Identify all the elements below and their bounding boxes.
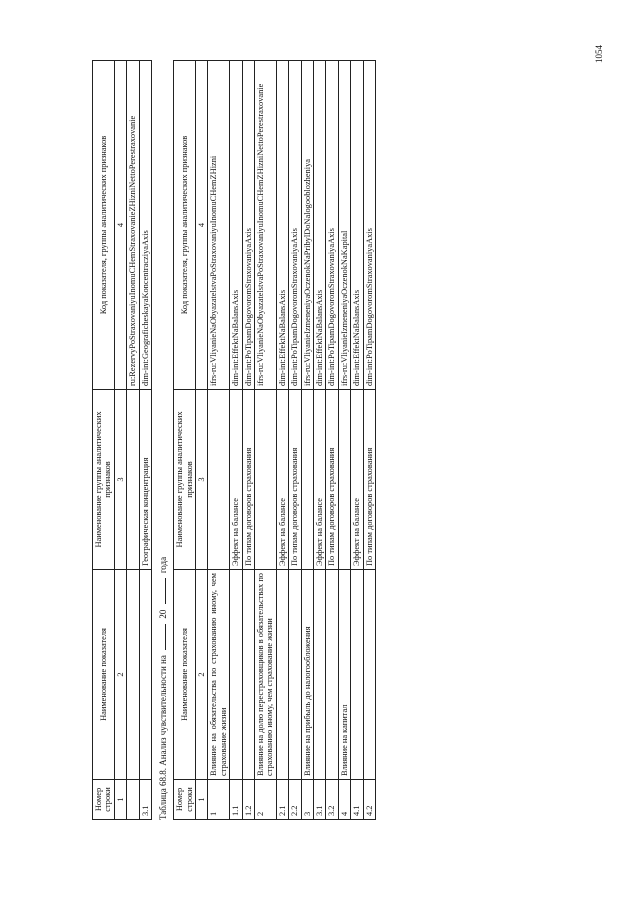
column-number-row	[114, 61, 126, 820]
column-number-row	[195, 61, 207, 820]
indicator-name	[351, 570, 363, 780]
indicator-name	[326, 570, 338, 780]
caption-prefix: Таблица 68.8. Анализ чувствительности на	[158, 655, 169, 820]
caption-blank-day	[165, 624, 166, 650]
table-header-row	[93, 61, 115, 820]
table-row	[208, 61, 230, 820]
group-name: По типам договоров страхования	[326, 390, 338, 570]
row-number: 4.1	[351, 780, 363, 820]
indicator-name	[276, 570, 288, 780]
caption-year: 20	[158, 609, 169, 619]
header-indicator-code: Код показателя, группы аналитических признаков	[174, 61, 196, 390]
row-number: 4	[338, 780, 350, 820]
table-row	[242, 61, 254, 820]
group-name: Географическая концентрация	[139, 390, 151, 570]
column-number: 3	[195, 390, 207, 570]
indicator-code: dim-int:EffektNaBalansAxis	[351, 61, 363, 390]
table-row	[127, 61, 139, 820]
indicator-name	[289, 570, 301, 780]
row-number: 1.2	[242, 780, 254, 820]
group-name: Эффект на балансе	[351, 390, 363, 570]
group-name	[254, 390, 276, 570]
indicator-code: ru:RezervyPoStraxovaniyuInomuCHemStraxovanieZHizniNettoPerestraxovanie	[127, 61, 139, 390]
table-row	[289, 61, 301, 820]
header-group-name: Наименование группы аналитических признаков	[93, 390, 115, 570]
table-row	[338, 61, 350, 820]
row-number: 3.1	[313, 780, 325, 820]
row-number: 3.1	[139, 780, 151, 820]
header-group-name: Наименование группы аналитических признаков	[174, 390, 196, 570]
page-number: 1054	[594, 45, 604, 63]
table-row	[351, 61, 363, 820]
table-row	[326, 61, 338, 820]
indicator-code: dim-int:EffektNaBalansAxis	[313, 61, 325, 390]
row-number: 4.2	[363, 780, 375, 820]
rotated-page-content	[92, 60, 500, 820]
group-name	[208, 390, 230, 570]
table-row	[139, 61, 151, 820]
indicator-name	[242, 570, 254, 780]
indicator-name: Влияние на капитал	[338, 570, 350, 780]
indicator-name: Влияние на прибыль до налогообложения	[301, 570, 313, 780]
table-row	[313, 61, 325, 820]
group-name: Эффект на балансе	[276, 390, 288, 570]
table-row	[301, 61, 313, 820]
column-number: 4	[195, 61, 207, 390]
indicator-code: dim-int:PoTipamDogovoromStraxovaniyaAxis	[242, 61, 254, 390]
row-number: 2.2	[289, 780, 301, 820]
indicator-code: dim-int:GeograficheskayaKoncentracziyaAxis	[139, 61, 151, 390]
group-name: Эффект на балансе	[230, 390, 242, 570]
column-number: 3	[114, 390, 126, 570]
indicator-name	[139, 570, 151, 780]
indicator-code: ifrs-ru:VliyanieNaObyazatelstvaPoStraxovaniyuInomuCHemZHizniNettoPerestraxovanie	[254, 61, 276, 390]
indicator-code: dim-int:PoTipamDogovoromStraxovaniyaAxis	[363, 61, 375, 390]
row-number: 2.1	[276, 780, 288, 820]
table-continuation	[92, 60, 152, 820]
table-header-row	[174, 61, 196, 820]
indicator-code: dim-int:EffektNaBalansAxis	[230, 61, 242, 390]
header-indicator-name: Наименование показателя	[174, 570, 196, 780]
table-row	[254, 61, 276, 820]
header-row-number: Номер строки	[174, 780, 196, 820]
column-number: 2	[195, 570, 207, 780]
header-indicator-name: Наименование показателя	[93, 570, 115, 780]
indicator-code: ifrs-ru:VliyanieNaObyazatelstvaPoStraxovaniyuInomuCHemZHizni	[208, 61, 230, 390]
row-number	[127, 780, 139, 820]
caption-suffix: года	[158, 556, 169, 574]
table-row	[230, 61, 242, 820]
group-name	[338, 390, 350, 570]
indicator-name	[313, 570, 325, 780]
indicator-name: Влияние на долю перестраховщиков в обязательствах по страхованию иному, чем страхование жизни	[254, 570, 276, 780]
table-sensitivity-analysis	[173, 60, 376, 820]
table-caption	[158, 60, 168, 820]
group-name: По типам договоров страхования	[363, 390, 375, 570]
column-number: 1	[195, 780, 207, 820]
indicator-code: dim-int:PoTipamDogovoromStraxovaniyaAxis	[289, 61, 301, 390]
indicator-code: dim-int:PoTipamDogovoromStraxovaniyaAxis	[326, 61, 338, 390]
group-name	[127, 390, 139, 570]
caption-blank-year	[165, 578, 166, 604]
indicator-code: ifrs-ru:VliyanieIzmeneniyaOczenokNaKapital	[338, 61, 350, 390]
indicator-name: Влияние на обязательства по страхованию иному, чем страхование жизни	[208, 570, 230, 780]
indicator-code: ifrs-ru:VliyanieIzmeneniyaOczenokNaPribylDoNalogooblozheniya	[301, 61, 313, 390]
table-row	[363, 61, 375, 820]
group-name: Эффект на балансе	[313, 390, 325, 570]
row-number: 3.2	[326, 780, 338, 820]
indicator-name	[230, 570, 242, 780]
row-number: 1	[208, 780, 230, 820]
indicator-name	[127, 570, 139, 780]
row-number: 2	[254, 780, 276, 820]
header-indicator-code: Код показателя, группы аналитических признаков	[93, 61, 115, 390]
column-number: 2	[114, 570, 126, 780]
group-name: По типам договоров страхования	[242, 390, 254, 570]
row-number: 3	[301, 780, 313, 820]
header-row-number: Номер строки	[93, 780, 115, 820]
column-number: 4	[114, 61, 126, 390]
row-number: 1.1	[230, 780, 242, 820]
table-row	[276, 61, 288, 820]
indicator-name	[363, 570, 375, 780]
column-number: 1	[114, 780, 126, 820]
group-name	[301, 390, 313, 570]
group-name: По типам договоров страхования	[289, 390, 301, 570]
indicator-code: dim-int:EffektNaBalansAxis	[276, 61, 288, 390]
